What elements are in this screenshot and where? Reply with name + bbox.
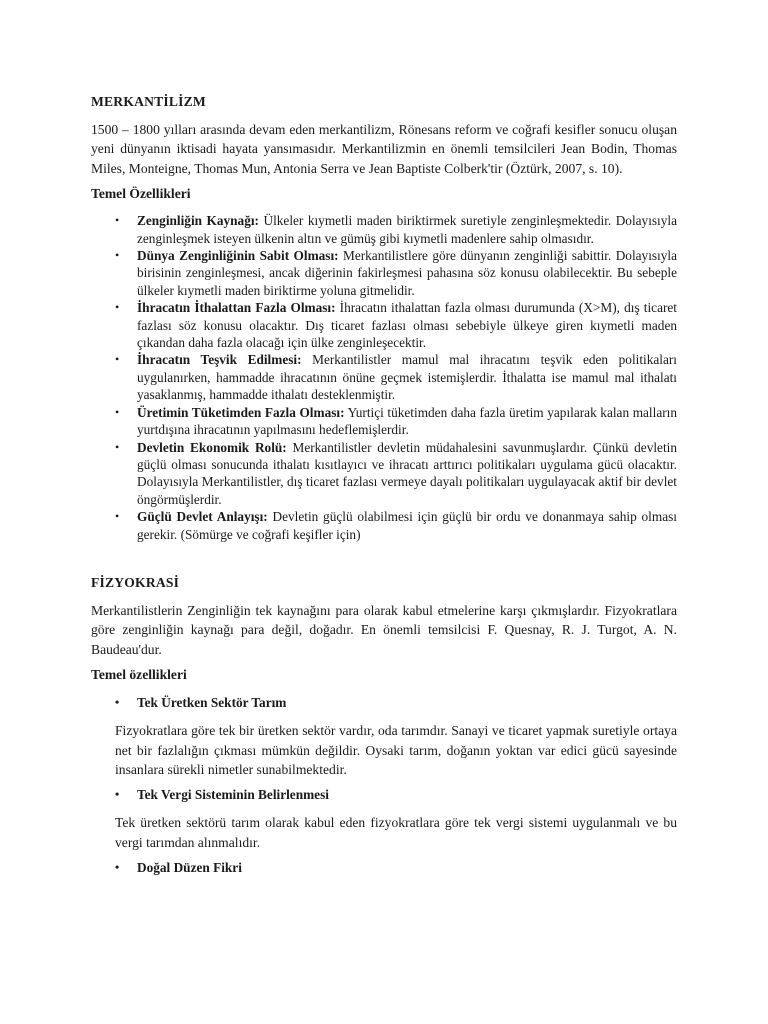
item-label: Tek Vergi Sisteminin Belirlenmesi: [137, 787, 329, 803]
feature-text: Merkantilistler mamul mal ihracatını teşvik eden politikaları uygulanırken, hammadde ihracatının önüne geçmek istemişlerdir. İthalatta ise mamul mal ithalatı yasaklanmış, hammadde ithalatı desteklenmiştir.: [137, 352, 677, 403]
merkantilizm-features-title: Temel Özellikleri: [91, 186, 191, 202]
item-label: Tek Üretken Sektör Tarım: [137, 695, 287, 711]
bullet-icon: •: [115, 300, 120, 315]
bullet-icon: •: [115, 248, 120, 263]
feature-label: Devletin Ekonomik Rolü:: [137, 439, 287, 455]
fizyokrasi-item-heading: [91, 787, 677, 807]
fizyokrasi-item-heading: [91, 695, 677, 715]
bullet-icon: •: [115, 213, 120, 228]
list-item: [91, 299, 677, 351]
fizyokrasi-item-text: Tek üretken sektörü tarım olarak kabul eden fizyokratlara göre tek vergi sistemi uygulanmalı ve bu vergi tarımdan alınmalıdır.: [115, 815, 677, 850]
fizyokrasi-intro: Merkantilistlerin Zenginliğin tek kaynağını para olarak kabul etmelerine karşı çıkmışlardır. Fizyokratlara göre zenginliğin kaynağı para değil, doğadır. En önemli temsilcisi F. Quesnay, R. J. Turgot, A. N. Baudeau'dur.: [91, 602, 677, 657]
list-item: [91, 351, 677, 403]
section-title-fizyokrasi: FİZYOKRASİ: [91, 574, 180, 590]
bullet-icon: •: [115, 695, 120, 710]
feature-label: Üretimin Tüketimden Fazla Olması:: [137, 404, 345, 420]
merkantilizm-feature-list: [91, 212, 677, 543]
bullet-icon: •: [115, 509, 120, 524]
feature-text: İhracatın ithalattan fazla olması durumunda (X>M), dış ticaret fazlası söz konusu olacaktır. Dış ticaret fazlası olması sebebiyle ülkeye giren kıymetli maden çıkandan daha fazla olacağı için ülke zenginleşecektir.: [137, 300, 678, 351]
feature-text: Merkantilistlere göre dünyanın zenginliği sabittir. Dolayısıyla birisinin zenginleşmesi, ancak diğerinin fakirleşmesi pahasına söz konusu olabilecektir. Bu sebeple ülkeler kıymetli maden biriktirme yoluna gitmelidir.: [137, 248, 677, 298]
fizyokrasi-item-text: Fizyokratlara göre tek bir üretken sektör vardır, oda tarımdır. Sanayi ve ticaret yapmak suretiyle ortaya net bir fazlalığın çıkması mümkün değildir. Oysaki tarım, doğanın yoktan var edici gücü sayesinde insanlara sürekli nimetler sunabilmektedir.: [115, 723, 677, 777]
document-content: [91, 89, 677, 880]
merkantilizm-intro: 1500 – 1800 yılları arasında devam eden merkantilizm, Rönesans reform ve coğrafi kesifler sonucu oluşan yeni dünyanın iktisadi hayata yansımasıdır. Merkantilizmin en önemli temsilcileri Jean Bodin, Thomas Miles, Monteigne, Thomas Mun, Antonia Serra ve Jean Baptiste Colberk'tir (Öztürk, 2007, s. 10).: [91, 122, 677, 176]
feature-text: Yurtiçi tüketimden daha fazla üretim yapılarak kalan malların yurtdışına ihracatının yapılmasını hedeflemişlerdir.: [137, 404, 677, 438]
feature-text: Devletin güçlü olabilmesi için güçlü bir ordu ve donanmaya sahip olması gerekir. (Sömürge ve coğrafi keşifler için): [137, 509, 677, 542]
fizyokrasi-features-title: Temel özellikleri: [91, 667, 187, 683]
feature-label: Güçlü Devlet Anlayışı:: [137, 509, 268, 525]
fizyokrasi-item-heading: [91, 860, 677, 880]
feature-label: Dünya Zenginliğinin Sabit Olması:: [137, 248, 339, 264]
bullet-icon: •: [115, 439, 120, 454]
list-item: [91, 404, 677, 439]
bullet-icon: •: [115, 404, 120, 419]
bullet-icon: •: [115, 787, 120, 802]
bullet-icon: •: [115, 352, 120, 367]
list-item: [91, 212, 677, 247]
list-item: [91, 247, 677, 299]
feature-label: Zenginliğin Kaynağı:: [137, 213, 259, 229]
item-label: Doğal Düzen Fikri: [137, 860, 242, 876]
list-item: [91, 439, 677, 509]
feature-label: İhracatın İthalattan Fazla Olması:: [137, 300, 336, 316]
list-item: [91, 508, 677, 543]
section-title-merkantilizm: MERKANTİLİZM: [91, 94, 206, 109]
bullet-icon: •: [115, 860, 120, 875]
feature-label: İhracatın Teşvik Edilmesi:: [137, 352, 302, 368]
feature-text: Merkantilistler devletin müdahalesini savunmuşlardır. Çünkü devletin güçlü olması sonucunda ithalatı kısıtlayıcı ve ihracatı arttırıcı politikaları uygulama gücü olacaktır. Dolayısıyla Merkantilistler, dış ticaret fazlası vermeye dayalı politikaları uygulayacak aktif bir devlet öngörmüşlerdir.: [137, 439, 677, 507]
feature-text: Ülkeler kıymetli maden biriktirmek suretiyle zenginleşmektedir. Dolayısıyla zenginleşmek isteyen ülkenin altın ve gümüş gibi kıymetli madenlere sahip olmasıdır.: [137, 213, 677, 246]
